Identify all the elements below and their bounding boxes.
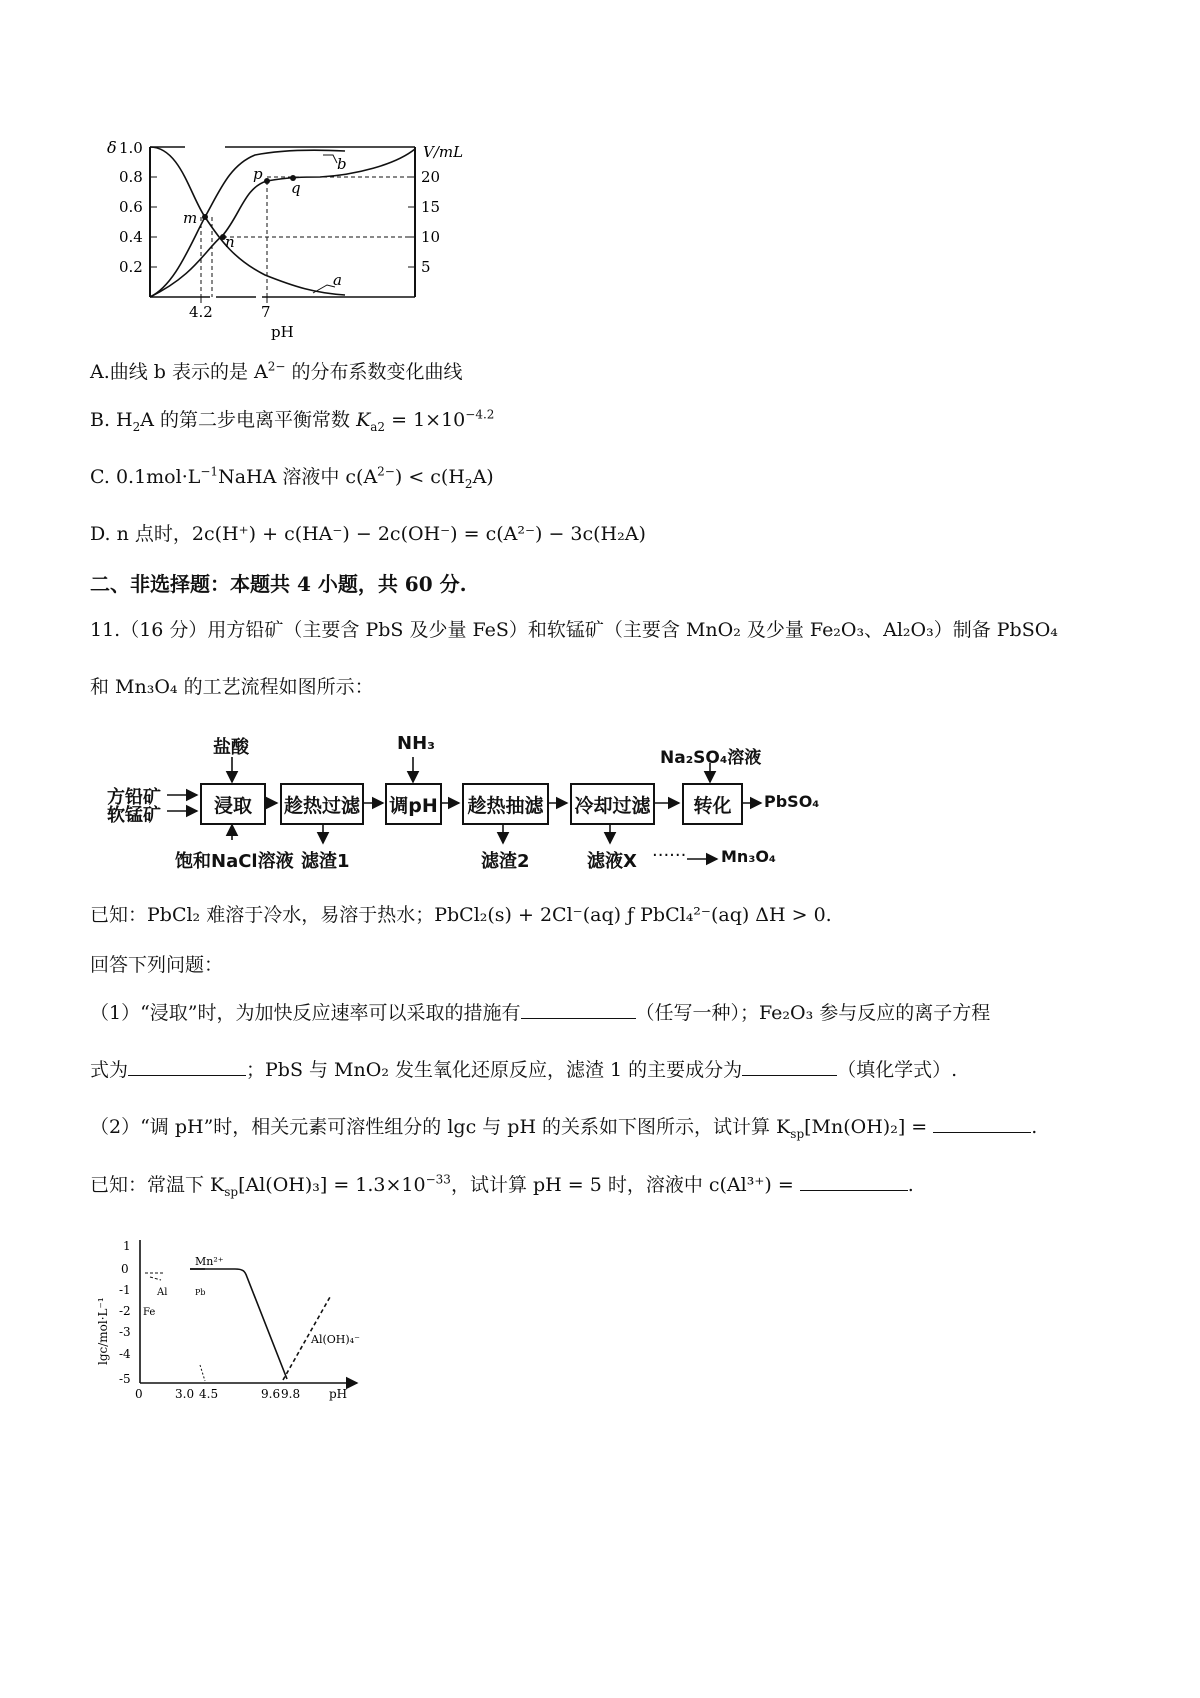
- fe-label: Fe: [143, 1307, 156, 1318]
- sub-question-2-line1: （2）“调 pH”时，相关元素可溶性组分的 lgc 与 pH 的关系如下图所示，试计算 $K_{sp}[Mn(OH)_2]$ = .: [90, 1116, 1038, 1141]
- mn-label: Mn²⁺: [195, 1255, 224, 1268]
- option-b: B. $H_2A$ 的第二步电离平衡常数 $K_{a2} = 1\times 10^{-4.2}$: [90, 407, 495, 434]
- point-m: m: [183, 209, 198, 227]
- filtrate-x: 滤液X: [587, 851, 637, 872]
- y-tick-0: 0: [121, 1262, 129, 1276]
- blank-4[interactable]: [933, 1114, 1031, 1133]
- tick-20: 20: [421, 168, 441, 186]
- aloh4-label: Al(OH)₄⁻: [311, 1333, 360, 1346]
- curve-mn: [190, 1269, 287, 1379]
- curve-label-b: b: [337, 155, 347, 173]
- blank-1[interactable]: [521, 1000, 636, 1019]
- option-c: C. $0.1mol\cdot L^{-1}NaHA$ 溶液中 $c(A^{2-}) < c(H_2A)$: [90, 464, 494, 491]
- tick-15: 15: [421, 198, 441, 216]
- blank-5[interactable]: [800, 1172, 908, 1191]
- y-tick-minus1: -1: [119, 1283, 131, 1297]
- answer-intro: 回答下列问题：: [90, 954, 224, 976]
- section-title: 二、非选择题：本题共 4 小题，共 60 分.: [90, 572, 467, 596]
- product-mn3o4: Mn₃O₄: [721, 847, 776, 866]
- y-right-label: V/mL: [423, 143, 464, 161]
- reagent-nacl: 饱和NaCl溶液: [175, 851, 294, 872]
- reagent-na2so4: Na₂SO₄溶液: [660, 748, 762, 768]
- point-n: n: [225, 233, 235, 251]
- tick-0.6: 0.6: [119, 198, 143, 216]
- reagent-hcl: 盐酸: [213, 737, 249, 758]
- x-tick-0: 0: [135, 1387, 143, 1401]
- lgc-ph-chart: [95, 1235, 385, 1410]
- x-tick-7: 7: [261, 303, 271, 321]
- x-tick-3.0: 3.0: [175, 1387, 195, 1401]
- option-a: A.曲线 b 表示的是 $A^{2-}$ 的分布系数变化曲线: [90, 359, 463, 383]
- sub-question-2-line2: 已知：常温下 $K_{sp}[Al(OH)_3] = 1.3\times 10^{-33}$，试计算 pH = 5 时，溶液中 c(Al³⁺) = .: [90, 1172, 914, 1199]
- y-tick-minus2: -2: [119, 1304, 131, 1318]
- point-p: p: [253, 165, 263, 183]
- step-conversion: 转化: [682, 783, 743, 825]
- y-left-label: δ: [107, 138, 117, 157]
- reagent-nh3: NH₃: [397, 733, 436, 754]
- step-leaching: 浸取: [200, 783, 266, 825]
- curve-b: [150, 150, 345, 297]
- process-flowchart: [105, 733, 820, 875]
- option-d: D. n 点时，2c(H⁺) + c(HA⁻) − 2c(OH⁻) = c(A²⁻) − 3c(H₂A): [90, 523, 646, 545]
- sub-question-1-line2: 式为 ；PbS 与 MnO₂ 发生氧化还原反应，滤渣 1 的主要成分为 （填化学式）.: [90, 1059, 958, 1081]
- tick-10: 10: [421, 228, 441, 246]
- x-tick-9.8: 9.8: [281, 1387, 301, 1401]
- tick-0.4: 0.4: [119, 228, 143, 246]
- sub-question-1-line1: （1）“浸取”时，为加快反应速率可以采取的措施有 （任写一种）；Fe₂O₃ 参与反应的离子方程: [90, 1002, 991, 1024]
- tick-1.0: 1.0: [119, 139, 143, 157]
- residue-1: 滤渣1: [301, 851, 350, 872]
- product-pbso4: PbSO₄: [764, 792, 820, 811]
- y-tick-minus3: -3: [119, 1325, 131, 1339]
- curve-a: [150, 147, 345, 295]
- y-tick-minus5: -5: [119, 1372, 131, 1386]
- known-info-1: 已知：PbCl₂ 难溶于冷水，易溶于热水；PbCl₂(s) + 2Cl⁻(aq) ƒ PbCl₄²⁻(aq) ΔH > 0.: [90, 904, 832, 926]
- y-tick-minus4: -4: [119, 1347, 131, 1361]
- x-tick-4.5: 4.5: [199, 1387, 219, 1401]
- pb-small-label: Pb: [195, 1288, 206, 1297]
- left-ticks: [150, 147, 157, 267]
- tick-0.2: 0.2: [119, 258, 143, 276]
- point-q: q: [291, 179, 301, 197]
- y-axis-label: lgc/mol·L⁻¹: [96, 1297, 110, 1365]
- distribution-chart: [105, 135, 485, 345]
- tick-0.8: 0.8: [119, 168, 143, 186]
- x-tick-9.6: 9.6: [261, 1387, 281, 1401]
- tick-5: 5: [421, 258, 431, 276]
- blank-2[interactable]: [128, 1057, 246, 1076]
- input-galena: 方铅矿: [107, 787, 161, 808]
- q11-line1: 11.（16 分）用方铅矿（主要含 PbS 及少量 FeS）和软锰矿（主要含 MnO₂ 及少量 Fe₂O₃、Al₂O₃）制备 PbSO₄: [90, 619, 1058, 641]
- y-tick-1: 1: [123, 1239, 131, 1253]
- step-cool-filter: 冷却过滤: [570, 783, 655, 825]
- x-axis-label: pH: [329, 1387, 348, 1401]
- input-pyrolusite: 软锰矿: [107, 805, 161, 826]
- process-dots: ······: [652, 845, 687, 866]
- step-adjust-ph: 调pH: [385, 783, 442, 825]
- step-hot-suction-filter: 趁热抽滤: [462, 783, 549, 825]
- x-tick-4.2: 4.2: [189, 303, 213, 321]
- x-label: pH: [271, 323, 294, 341]
- al-small-label: Al: [157, 1287, 168, 1298]
- curve-label-a: a: [333, 271, 342, 289]
- q11-line2: 和 Mn₃O₄ 的工艺流程如图所示：: [90, 676, 374, 698]
- blank-3[interactable]: [742, 1057, 837, 1076]
- step-hot-filter: 趁热过滤: [280, 783, 364, 825]
- residue-2: 滤渣2: [481, 851, 530, 872]
